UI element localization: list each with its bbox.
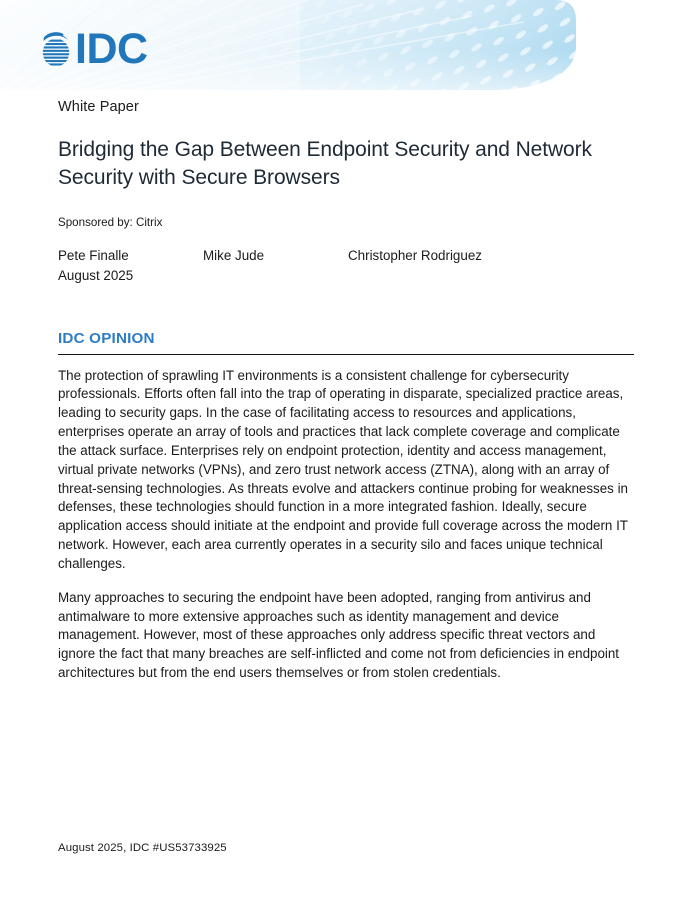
author-name: Pete Finalle <box>58 247 129 263</box>
section-idc-opinion <box>58 330 634 683</box>
author-name: Mike Jude <box>203 247 265 263</box>
author-name: Christopher Rodriguez <box>348 247 482 263</box>
page-footer: August 2025, IDC #US53733925 <box>58 842 227 854</box>
author-list <box>58 246 634 287</box>
idc-logo <box>38 24 148 73</box>
sponsor-line: Sponsored by: Citrix <box>58 215 163 229</box>
author-column-3 <box>348 246 578 287</box>
section-divider <box>58 354 634 355</box>
section-paragraph: The protection of sprawling IT environments is a consistent challenge for cybersecurity professionals. Efforts often fall into the trap of operating in disparate, specialized practice areas, leading to security gaps. In the case of facilitating access to resources and applications, enterprises operate an array of tools and practices that lack complete coverage and complicate the attack surface. Enterprises rely on endpoint protection, identity and access management, virtual private networks (VPNs), and zero trust network access (ZTNA), along with an array of threat-sensing technologies. As threats evolve and attackers continue probing for weaknesses in defenses, these technologies should function in a more integrated fashion. Ideally, secure application access should initiate at the endpoint and provide full coverage across the modern IT network. However, each area currently operates in a security silo and faces unique technical challenges. <box>58 367 628 571</box>
page-title: Bridging the Gap Between Endpoint Security and Network Security with Secure Browsers <box>58 138 592 189</box>
section-paragraph: Many approaches to securing the endpoint have been adopted, ranging from antivirus and antimalware to more extensive approaches such as identity management and device management. However, most of these approaches only address specific threat vectors and ignore the fact that many breaches are self-inflicted and come not from deficiencies in endpoint architectures but from the end users themselves or from stolen credentials. <box>58 589 620 681</box>
author-column-1 <box>58 246 203 287</box>
publication-date: August 2025 <box>58 268 134 284</box>
idc-globe-logo-icon <box>38 31 74 69</box>
document-content <box>58 99 634 683</box>
author-column-2 <box>203 246 348 287</box>
header-banner <box>0 0 694 92</box>
section-heading: IDC OPINION <box>58 329 155 347</box>
idc-logo-text: IDC <box>75 24 148 73</box>
document-type-label: White Paper <box>58 99 139 115</box>
